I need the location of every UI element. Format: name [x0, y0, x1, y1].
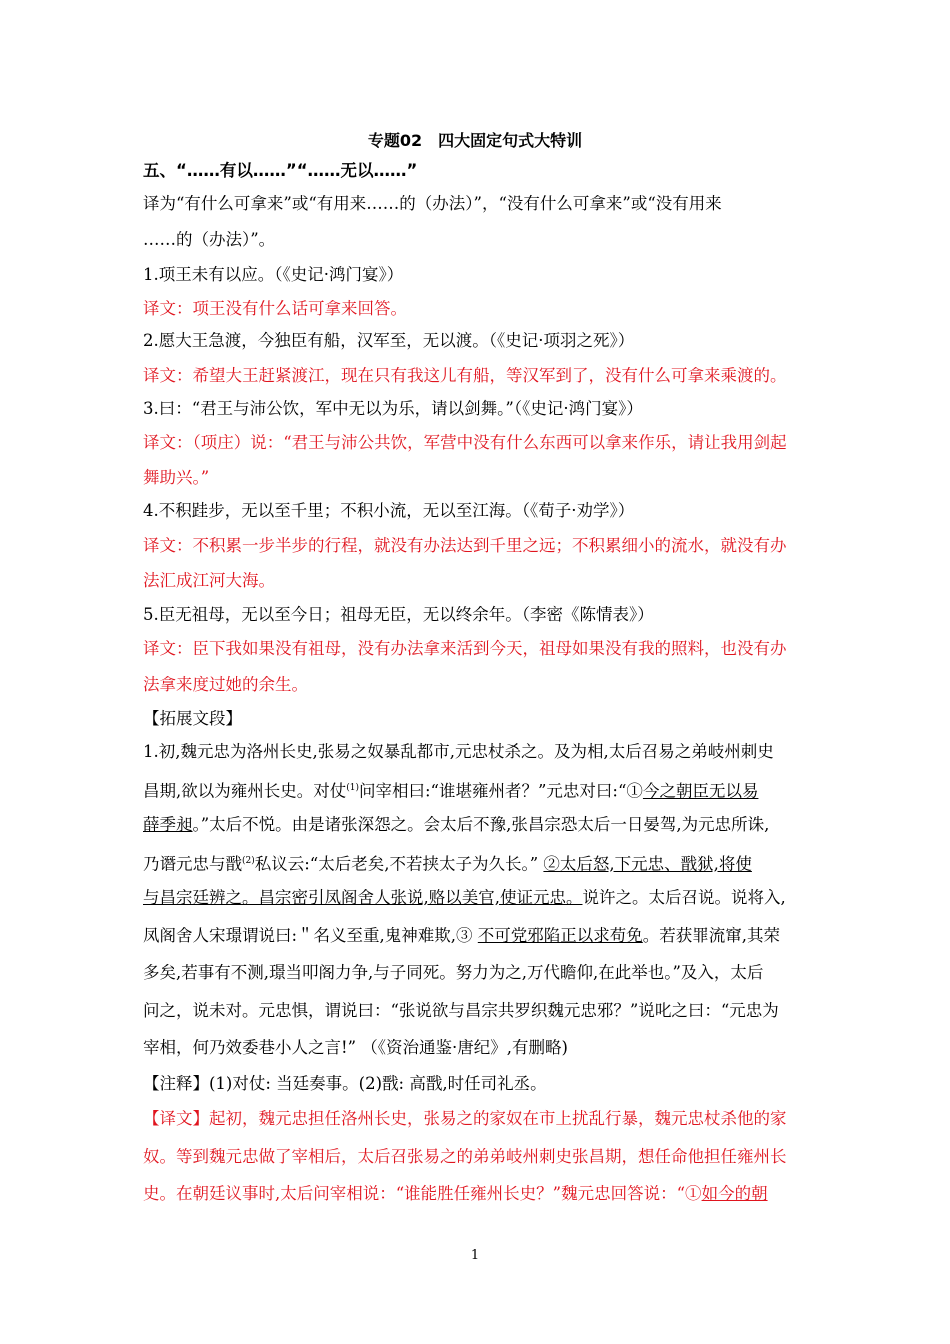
example-5-translation-1: 译文：臣下我如果没有祖母，没有办法拿来活到今天，祖母如果没有我的照料，也没有办 [143, 639, 787, 658]
example-2-sentence: 2.愿大王急渡，今独臣有船，汉军至，无以渡。（《史记·项羽之死》） [143, 331, 635, 350]
example-2-translation: 译文：希望大王赶紧渡江，现在只有我这儿有船，等汉军到了，没有什么可拿来乘渡的。 [143, 366, 787, 385]
example-1-translation: 译文：项王没有什么话可拿来回答。 [143, 299, 407, 318]
footnote-ref-2: (2) [242, 856, 255, 866]
example-5-translation-2: 法拿来度过她的余生。 [143, 675, 308, 694]
intro-line-1: 译为“有什么可拿来”或“有用来……的（办法）”，“没有什么可拿来”或“没有用来 [143, 194, 722, 213]
example-4-sentence: 4.不积跬步，无以至千里；不积小流，无以至江海。（《荀子·劝学》） [143, 501, 635, 520]
page-number: 1 [470, 1248, 480, 1263]
passage-line-1: 1.初,魏元忠为洛州长史,张易之奴暴乱都市,元忠杖杀之。及为相,太后召易之弟岐州刺史 [143, 742, 774, 761]
example-3-sentence: 3.曰：“君王与沛公饮，军中无以为乐，请以剑舞。”（《史记·鸿门宴》） [143, 399, 643, 418]
passage-line-9: 宰相，何乃效委巷小人之言!” （《资治通鉴·唐纪》,有删略) [143, 1038, 568, 1057]
section-heading: 五、“……有以……”“……无以……” [143, 161, 418, 180]
example-4-translation-2: 法汇成江河大海。 [143, 571, 275, 590]
example-5-sentence: 5.臣无祖母，无以至今日；祖母无臣，无以终余年。（李密《陈情表》） [143, 605, 654, 624]
example-1-sentence: 1.项王未有以应。（《史记·鸿门宴》） [143, 265, 404, 284]
example-3-translation-2: 舞助兴。” [143, 468, 210, 487]
translation-label: 【译文】 [143, 1109, 209, 1128]
translation-line-3: 史。在朝廷议事时,太后问宰相说：“谁能胜任雍州长史？”魏元忠回答说：“①如今的朝 [143, 1184, 768, 1203]
notes: 【注释】(1)对仗: 当廷奏事。(2)戬: 高戬,时任司礼丞。 [143, 1074, 547, 1093]
passage-line-3: 薛季昶。”太后不悦。由是诸张深怨之。会太后不豫,张昌宗恐太后一日晏驾,为元忠所诛, [143, 815, 770, 834]
underlined-sentence-2: ②太后怒,下元忠、戬狱,将使 [543, 854, 752, 874]
translation-line-1: 【译文】起初，魏元忠担任洛州长史，张易之的家奴在市上扰乱行暴，魏元忠杖杀他的家 [143, 1109, 787, 1128]
example-3-translation-1: 译文：（项庄）说：“君王与沛公共饮，军营中没有什么东西可以拿来作乐，请让我用剑起 [143, 433, 787, 452]
footnote-ref-1: (1) [346, 783, 359, 793]
example-4-translation-1: 译文：不积累一步半步的行程，就没有办法达到千里之远；不积累细小的流水，就没有办 [143, 536, 787, 555]
page-title: 专题02 四大固定句式大特训 [367, 131, 583, 150]
passage-line-6: 凤阁舍人宋璟谓说曰:＂名义至重,鬼神难欺,③ 不可党邪陷正以求苟免。若获罪流窜,其荣 [143, 926, 781, 945]
underlined-sentence-1: 今之朝臣无以易 [642, 781, 759, 801]
passage-line-5: 与昌宗廷辨之。昌宗密引凤阁舍人张说,赂以美官,使证元忠。说许之。太后召说。说将入, [143, 888, 786, 907]
passage-line-4: 乃谮元忠与戬$^{(2)}$私议云:“太后老矣,不若挟太子为久长。” ②太后怒,下元忠、戬狱,将使 [143, 854, 752, 874]
passage-line-7: 多矣,若事有不测,璟当叩阁力争,与子同死。努力为之,万代瞻仰,在此举也。”及入，太后 [143, 963, 764, 982]
passage-line-2: 昌期,欲以为雍州长史。对仗$^{(1)}$问宰相曰:“谁堪雍州者？”元忠对曰:“①今之朝臣无以易 [143, 781, 759, 801]
intro-line-2: ……的（办法）”。 [143, 230, 276, 249]
extension-heading: 【拓展文段】 [143, 709, 242, 728]
underlined-sentence-3: 不可党邪陷正以求苟免 [477, 926, 643, 945]
translation-line-2: 奴。等到魏元忠做了宰相后，太后召张易之的弟弟岐州刺史张昌期，想任命他担任雍州长 [143, 1147, 787, 1166]
passage-line-8: 问之，说未对。元忠惧，谓说曰：“张说欲与昌宗共罗织魏元忠邪？”说叱之曰：“元忠为 [143, 1001, 779, 1020]
